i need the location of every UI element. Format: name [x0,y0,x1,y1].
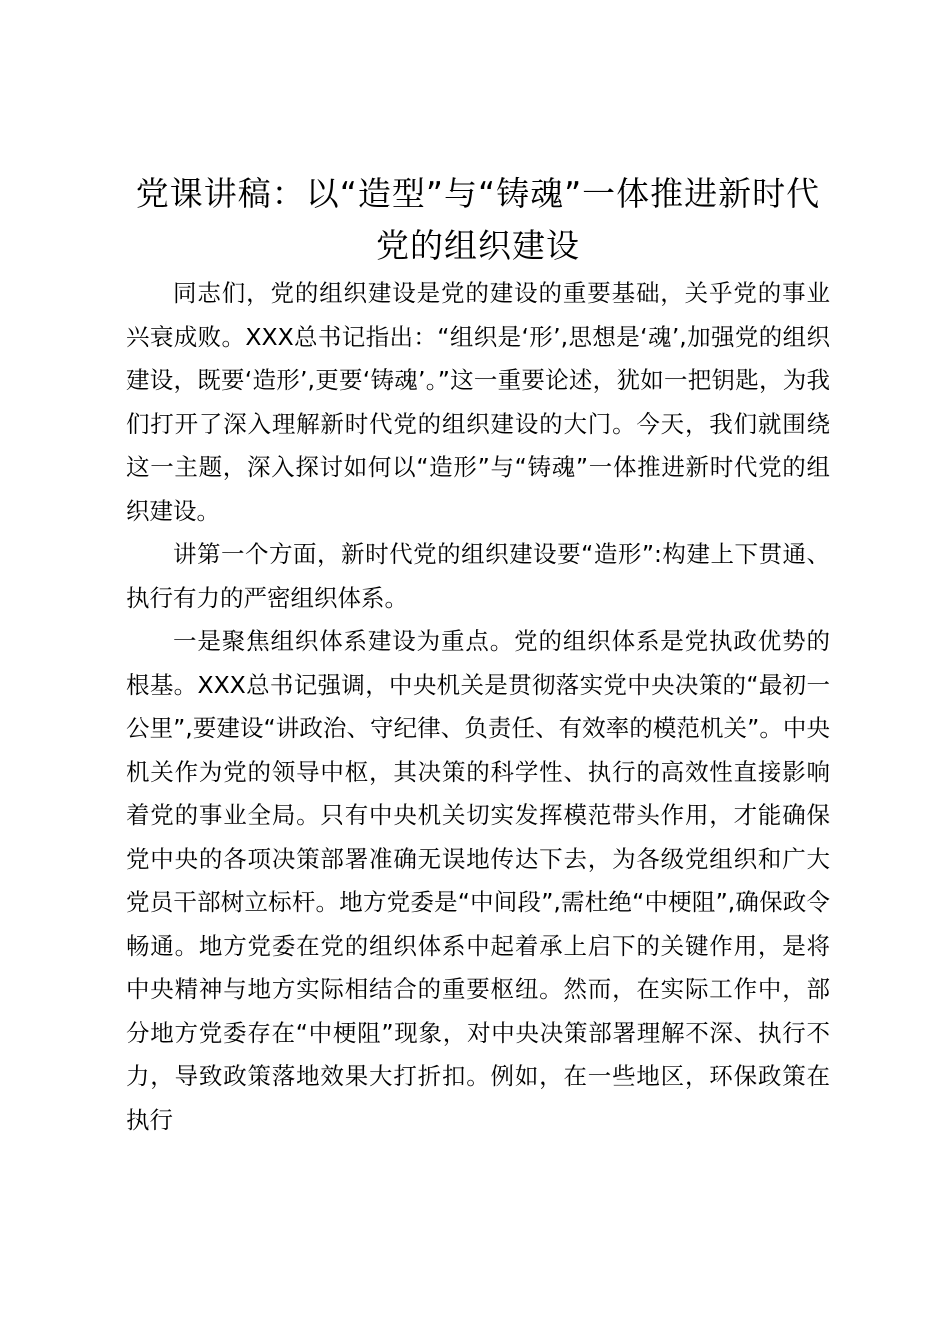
paragraph-point-one: 一是聚焦组织体系建设为重点。党的组织体系是党执政优势的根基。XXX总书记强调，中央机关是贯彻落实党中央决策的“最初一公里”,要建设“讲政治、守纪律、负责任、有效率的模范机关”。中央机关作为党的领导中枢，其决策的科学性、执行的高效性直接影响着党的事业全局。只有中央机关切实发挥模范带头作用，才能确保党中央的各项决策部署准确无误地传达下去，为各级党组织和广大党员干部树立标杆。地方党委是“中间段”,需杜绝“中梗阻”,确保政令畅通。地方党委在党的组织体系中起着承上启下的关键作用，是将中央精神与地方实际相结合的重要枢纽。然而，在实际工作中，部分地方党委存在“中梗阻”现象，对中央决策部署理解不深、执行不力，导致政策落地效果大打折扣。例如，在一些地区，环保政策在执行 [126,627,830,1134]
paragraph-intro: 同志们，党的组织建设是党的建设的重要基础，关乎党的事业兴衰成败。XXX总书记指出：“组织是‘形’,思想是‘魂’,加强党的组织建设，既要‘造形’,更要‘铸魂’。”这一重要论述，犹如一把钥匙，为我们打开了深入理解新时代党的组织建设的大门。今天，我们就围绕这一主题，深入探讨如何以“造形”与“铸魂”一体推进新时代党的组织建设。 [126,279,830,525]
document-title: 党课讲稿：以“造型”与“铸魂”一体推进新时代党的组织建设 [135,174,821,265]
paragraph-section-one: 讲第一个方面，新时代党的组织建设要“造形”:构建上下贯通、执行有力的严密组织体系。 [126,540,830,612]
document-body [126,168,830,1142]
